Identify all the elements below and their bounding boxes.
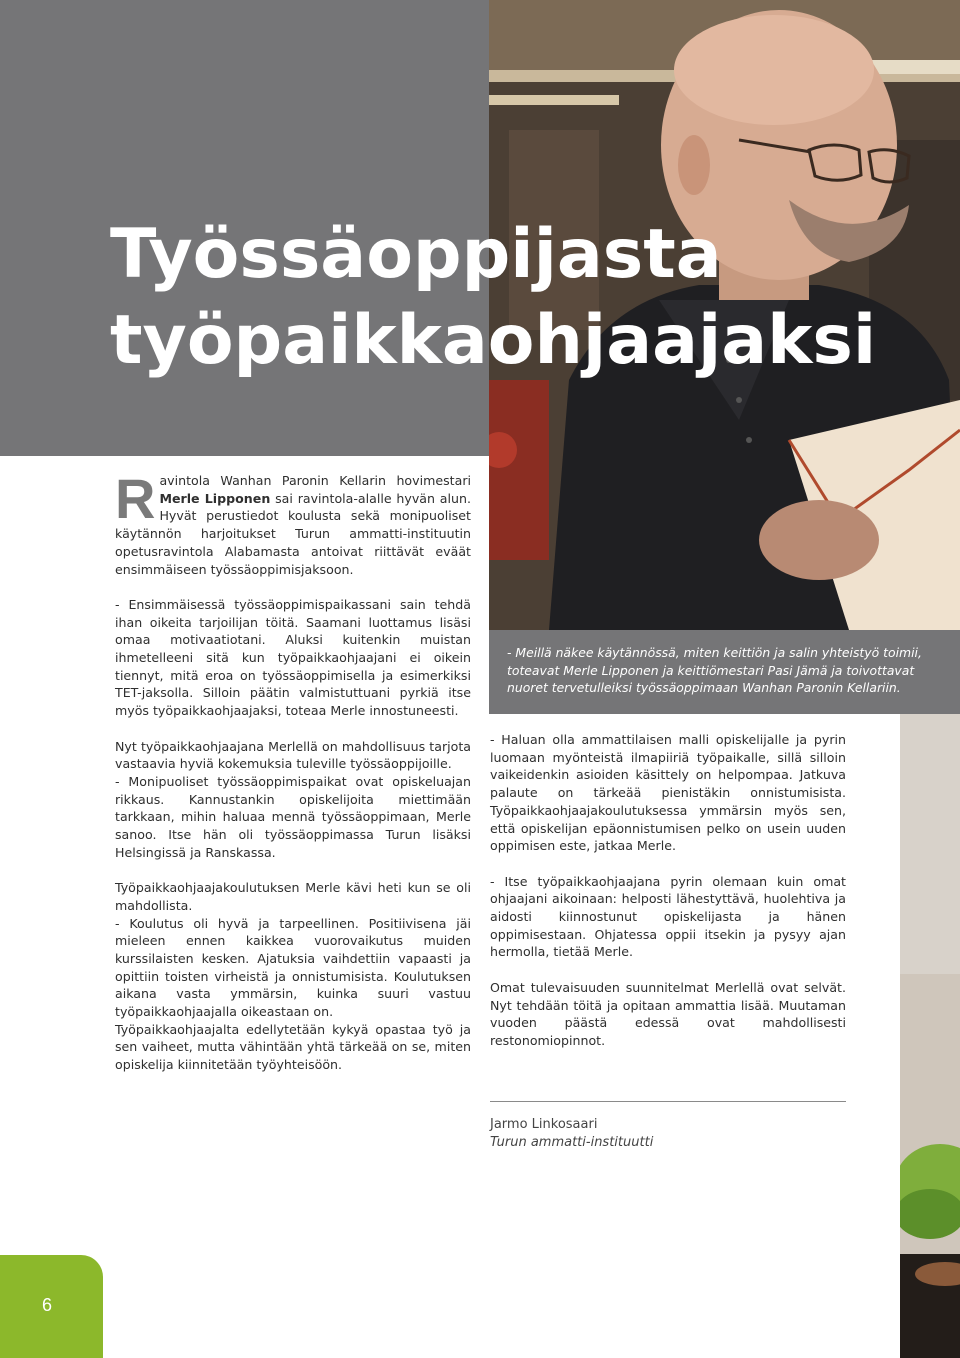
lead-text-end: sai ravintola-alalle hyvän alun. Hyvät perustiedot koulusta sekä monipuoliset käytännön harjoitukset Turun ammatti-instituutin opetusravintola Alabamasta antoivat riittävät eväät ensimmäiseen työssäoppimisjaksoon.	[115, 490, 471, 577]
author-organization: Turun ammatti-instituutti	[490, 1135, 654, 1150]
signature-divider	[490, 1101, 846, 1102]
page-number: 6	[42, 1295, 53, 1315]
food-photo-strip	[900, 714, 960, 1358]
food-photo-illustration	[900, 714, 960, 1358]
paragraph: - Koulutus oli hyvä ja tarpeellinen. Positiivisena jäi mieleen ennen kaikkea vuorovaikutus muiden kurssilaisten kesken. Ajatuksia vaihdettiin vapaasti ja opittiin toisten virheistä ja onnistumisista. Koulutuksen aikana vasta ymmärsin, kuinka suuri vastuu työpaikkaohjaajalla oikeastaan on.	[115, 915, 471, 1020]
author-name: Jarmo Linkosaari	[490, 1117, 598, 1132]
lead-name: Merle Lipponen	[159, 490, 271, 506]
title-line-1: Työssäoppijasta	[110, 215, 722, 294]
paragraph: Työpaikkaohjaajakoulutuksen Merle kävi heti kun se oli mahdollista.	[115, 880, 471, 913]
page-title	[110, 212, 876, 384]
signature	[490, 1116, 846, 1152]
article-column-left	[115, 467, 471, 1092]
lead-text-start: avintola Wanhan Paronin Kellarin hovimestari	[159, 473, 471, 488]
paragraph: Työpaikkaohjaajalta edellytetään kykyä opastaa työ ja sen vaiheet, mutta vähintään yhtä tärkeää on se, miten opiskelija kiinnitetään työyhteisöön.	[115, 1021, 471, 1073]
paragraph: - Monipuoliset työssäoppimispaikat ovat opiskeluajan rikkaus. Kannustankin opiskelijoita miettimään tarkkaan, mihin haluaa mennä työssäoppimaan, Merle sanoo. Itse hän oli työssäoppimassa Turun lisäksi Helsingissä ja Ranskassa.	[115, 773, 471, 860]
paragraph-part: Nyt työpaikkaohjaajana Merlellä on mahdollisuus tarjota vastaavia hyviä kokemuksia tuleville työssäoppijoille.	[115, 738, 471, 772]
lead-paragraph	[115, 467, 471, 578]
paragraph: - Itse työpaikkaohjaajana pyrin olemaan kuin omat ohjaajani aikoinaan: helposti lähestyttävä, huolehtiva ja aidosti kiinnostunut opiskelijasta ja hänen oppimisestaan. Ohjatessa oppii itsekin ja pysyy ajan hermolla, tietää Merle.	[490, 873, 846, 960]
title-line-2: työpaikkaohjaajaksi	[110, 301, 877, 380]
caption-text: - Meillä näkee käytännössä, miten keittiön ja salin yhteistyö toimii, toteavat Merle Lipponen ja keittiömestari Pasi Jämä ja toivottavat nuoret tervetulleiksi työssäoppimaan Wanhan Paronin Kellariin.	[507, 645, 922, 695]
drop-cap: R	[115, 467, 156, 530]
article-column-right	[490, 731, 846, 1067]
paragraph	[115, 738, 471, 773]
paragraph: - Haluan olla ammattilaisen malli opiskelijalle ja pyrin luomaan myönteistä ilmapiiriä työpaikalle, sillä silloin vaikeidenkin asioiden käsittely on helpompaa. Jatkuva palaute on tärkeää pienistäkin onnistumisista. Työpaikkaohjaajakoulutuksessa ymmärsin myös sen, että opiskelijan epäonnistumisen pelko on usein uuden oppimisen este, jatkaa Merle.	[490, 732, 846, 854]
paragraph: - Ensimmäisessä työssäoppimispaikassani sain tehdä ihan oikeita tarjoilijan töitä. Saamani luottamus lisäsi omaa motivaatiotani. Aluksi kuitenkin muistan ihmetelleeni sitä kun työpaikkaohjaajani ei oikein tiennyt, mitä eroa on työssäoppimisella ja esimerkiksi TET-jaksolla. Silloin päätin valmistuttuani pyrkiä itse myös työpaikkaohjaajaksi, toteaa Merle innostuneesti.	[115, 596, 471, 719]
photo-caption	[489, 630, 960, 714]
paragraph: Omat tulevaisuuden suunnitelmat Merlellä ovat selvät. Nyt tehdään töitä ja opitaan ammattia lisää. Muutaman vuoden päästä edessä ovat mahdollisesti restonomiopinnot.	[490, 979, 846, 1048]
